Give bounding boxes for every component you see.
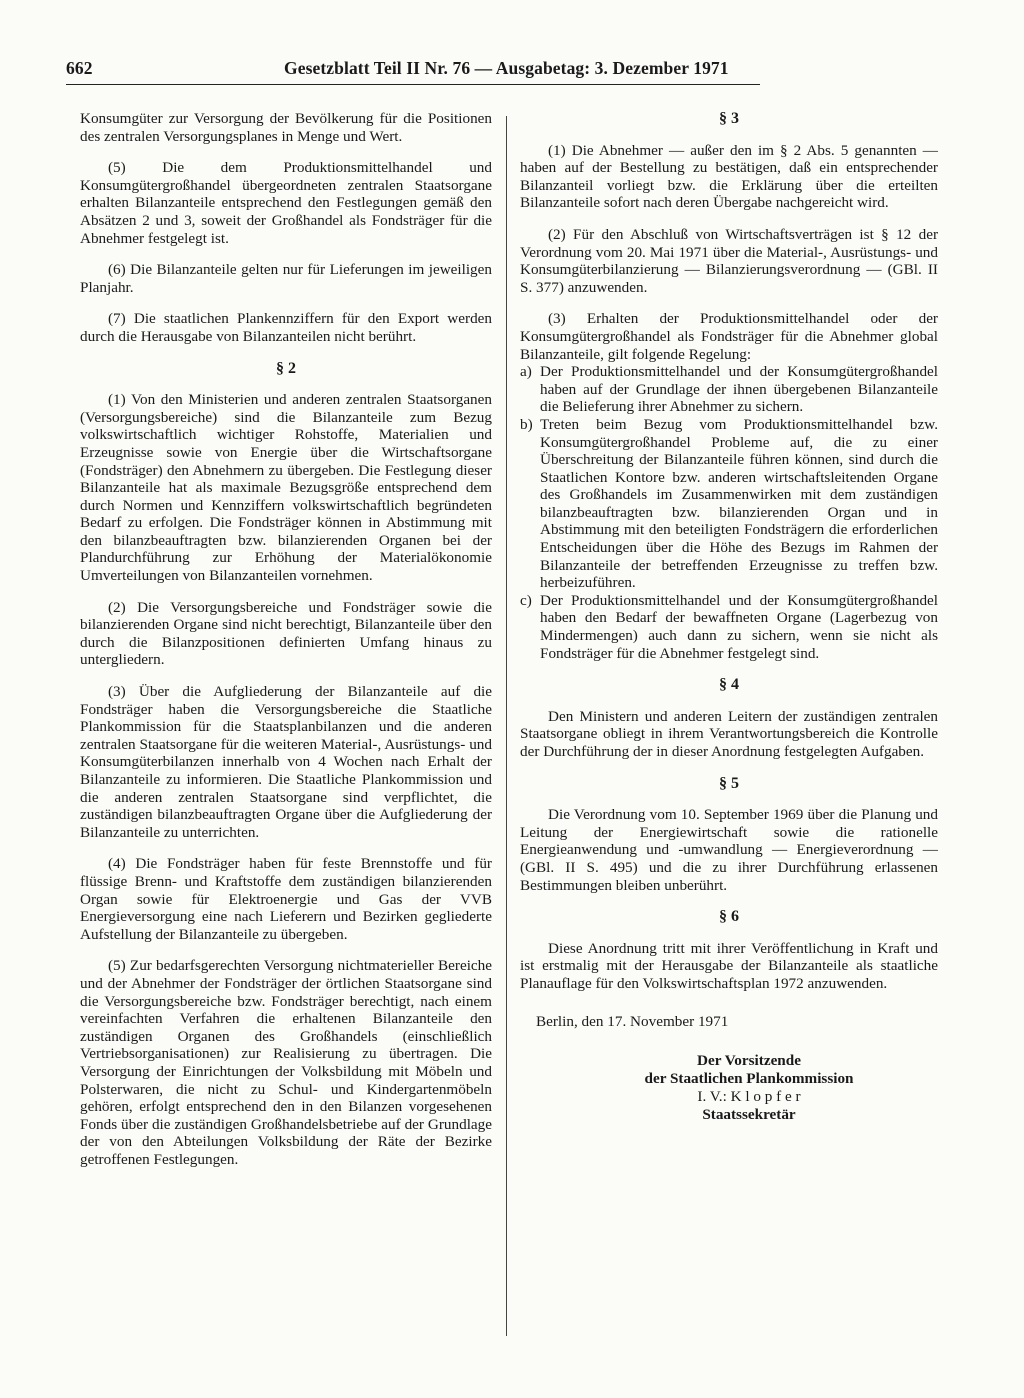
section-heading-6: § 6 — [719, 908, 739, 926]
list-item-text: Treten beim Bezug vom Produktionsmittelhandel bzw. Konsumgütergroßhandel Probleme auf, die zu einer Überschreitung der Bilanzanteile führen können, sind durch die Staatlichen Kontore bzw. anderen wirtschaftsleitenden Organe des Großhandels im Zusammenwirken mit dem zuständigen bilanzbeauftragten bzw. bilanzierenden Organ und in Abstimmung mit den beteiligten Fondsträgern die erforderlichen Entscheidungen über die Höhe des Bezugs im Rahmen der Bilanzanteile der betreffenden Erzeugnisse zu treffen bzw. herbeizuführen. — [540, 415, 938, 592]
section-heading-4: § 4 — [719, 676, 739, 694]
paragraph: Den Ministern und anderen Leitern der zuständigen zentralen Staatsorgane obliegt in ihrem Verantwortungsbereich die Kontrolle der Durchführung der in dieser Anordnung festgelegten Aufgaben. — [520, 707, 938, 760]
section-heading-3: § 3 — [719, 110, 739, 127]
list-item-label: b) — [520, 415, 533, 433]
paragraph: (3) Erhalten der Produktionsmittelhandel oder der Konsumgütergroßhandel als Fondsträger für die Abnehmer global Bilanzanteile, gilt folgende Regelung: — [520, 310, 938, 363]
section-heading-5: § 5 — [719, 774, 739, 792]
column-divider — [506, 116, 507, 1336]
signature-block — [560, 1052, 938, 1124]
paragraph: (1) Die Abnehmer — außer den im § 2 Abs. 5 genannten — haben auf der Bestellung zu bestätigen, daß ein entsprechender Bilanzanteil vorliegt bzw. die Erklärung über die erteilten Bilanzanteile sofort nach deren Übergabe nachgereicht wird. — [520, 141, 938, 212]
list-item-text: Der Produktionsmittelhandel und der Konsumgütergroßhandel haben den Bedarf der bewaffneten Organe (Lagerbezug von Mindermengen) auch dann zu sichern, wenn sie nicht als Fondsträger für die Abnehmer festgelegt sind. — [540, 591, 938, 662]
paragraph: Die Verordnung vom 10. September 1969 über die Planung und Leitung der Energiewirtschaft sowie die rationelle Energieanwendung und -umwandlung — Energieverordnung — (GBl. II S. 495) und die zu ihrer Durchführung erlassenen Bestimmungen bleiben unberührt. — [520, 806, 938, 894]
signature-role: Staatssekretär — [702, 1106, 796, 1124]
paragraph: (7) Die staatlichen Plankennziffern für den Export werden durch die Herausgabe von Bilanzanteilen nicht berührt. — [80, 310, 492, 345]
paragraph: (5) Die dem Produktionsmittelhandel und Konsumgütergroßhandel übergeordneten zentralen Staatsorgane erhalten Bilanzanteile entsprechend den Festlegungen gemäß den Absätzen 2 und 3, soweit der Großhandel als Fondsträger für die Abnehmer festgelegt ist. — [80, 159, 492, 247]
list-item-label: c) — [520, 591, 532, 609]
date-line: Berlin, den 17. November 1971 — [536, 1012, 729, 1030]
signature-title: Der Vorsitzende — [697, 1052, 801, 1070]
section-heading-2: § 2 — [276, 359, 296, 377]
paragraph: (2) Für den Abschluß von Wirtschaftsverträgen ist § 12 der Verordnung vom 20. Mai 1971 über die Material-, Ausrüstungs- und Konsumgüterbilanzierung — Bilanzierungsverordnung — (GBl. II S. 377) anzuwenden. — [520, 225, 938, 296]
page-header — [66, 58, 760, 85]
paragraph: (1) Von den Ministerien und anderen zentralen Staatsorganen (Versorgungsbereiche) sind die Bilanzanteile zum Bezug volkswirtschaftlich wichtiger Rohstoffe, Materialien und Erzeugnisse sowie von Energie über die Wirtschaftsorgane (Fondsträger) den Abnehmern zu übergeben. Die Festlegung dieser Bilanzanteile hat als maximale Bezugsgröße entsprechend dem durch Normen und Kennziffern volkswirtschaftlich begründeten Bedarf zu erfolgen. Die Fondsträger können in Abstimmung mit den bilanzbeauftragten bzw. bilanzierenden Organen bei der Plandurchführung zur Erhöhung der Materialökonomie Umverteilungen von Bilanzanteilen vornehmen. — [80, 391, 492, 585]
signature-name: I. V.: K l o p f e r — [697, 1088, 801, 1106]
paragraph: (2) Die Versorgungsbereiche und Fondsträger sowie die bilanzierenden Organe sind nicht berechtigt, Bilanzanteile über den durch die Bilanzpositionen definierten Umfang hinaus zu untergliedern. — [80, 598, 492, 669]
paragraph: (6) Die Bilanzanteile gelten nur für Lieferungen im jeweiligen Planjahr. — [80, 261, 492, 296]
signature-organization: der Staatlichen Plankommission — [644, 1070, 854, 1088]
list-item-text: Der Produktionsmittelhandel und der Konsumgütergroßhandel haben auf der Grundlage der ihnen übergebenen Bilanzanteile die Belieferung ihrer Abnehmer zu sichern. — [540, 363, 938, 416]
list-item — [520, 592, 938, 662]
paragraph: Konsumgüter zur Versorgung der Bevölkerung für die Positionen des zentralen Versorgungsplanes in Menge und Wert. — [80, 110, 492, 145]
paragraph: (4) Die Fondsträger haben für feste Brennstoffe und für flüssige Brenn- und Kraftstoffe dem zuständigen bilanzierenden Organ sowie für Elektroenergie und Gas der VVB Energieversorgung eine nach Lieferern und Bezirken gegliederte Aufstellung der Bilanzanteile zu übergeben. — [80, 855, 492, 943]
paragraph: Diese Anordnung tritt mit ihrer Veröffentlichung in Kraft und ist erstmalig mit der Herausgabe der Bilanzanteile als staatliche Planauflage für den Volkswirtschaftsplan 1972 anzuwenden. — [520, 939, 938, 992]
header-title: Gesetzblatt Teil II Nr. 76 — Ausgabetag: 3. Dezember 1971 — [284, 58, 729, 78]
paragraph: (5) Zur bedarfsgerechten Versorgung nichtmaterieller Bereiche und der Abnehmer der Fondsträger der örtlichen Staatsorgane sind die Versorgungsbereiche bzw. Fondsträger berechtigt, nach einem vereinfachten Verfahren die erhaltenen Bilanzanteile den zuständigen Organen des Großhandels (einschließlich Vertriebsorganisationen) zur Realisierung zu übertragen. Die Versorgung der Einrichtungen der Volksbildung mit Möbeln und Polsterwaren, die nicht zu Schul- und Kindergartenmöbeln gehören, erfolgt entsprechend den in den Bilanzen vorgesehenen Fonds über die zuständigen Großhandelsbetriebe auf der Grundlage der von den Abteilungen Volksbildung der Räte der Bezirke getroffenen Festlegungen. — [80, 957, 492, 1168]
list-item — [520, 416, 938, 592]
paragraph: (3) Über die Aufgliederung der Bilanzanteile auf die Fondsträger haben die Versorgungsbereiche die Staatliche Plankommission für die Staatsplanbilanzen und die anderen zentralen Staatsorgane für die weiteren Material-, Ausrüstungs- und Konsumgüterbilanzen innerhalb von 4 Wochen nach Erhalt der Bilanzanteile zu informieren. Die Staatliche Plankommission und die anderen zentralen Staatsorgane sind verpflichtet, die zuständigen bilanzbeauftragten Organe über die Aufgliederung der Bilanzanteile zu unterrichten. — [80, 683, 492, 841]
left-column — [80, 110, 492, 1182]
list-item-label: a) — [520, 363, 532, 381]
right-column — [520, 110, 938, 1124]
page-number: 662 — [66, 58, 93, 78]
list-item — [520, 363, 938, 416]
